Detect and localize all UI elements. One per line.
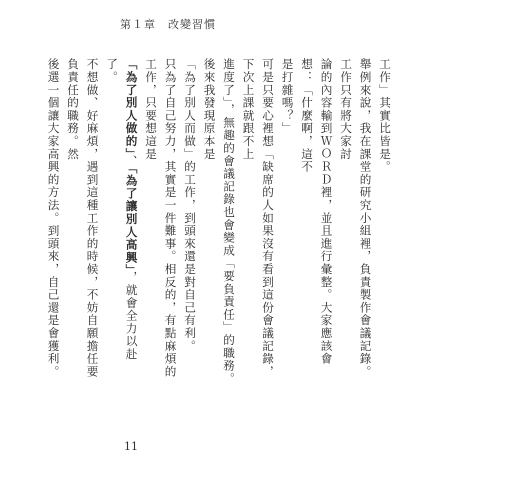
emphasis-text: 「為了讓別人高興」 bbox=[124, 167, 139, 272]
paragraph bbox=[277, 58, 375, 386]
text-line: 舉例來說，我在課堂的研究小組裡，負責製作會議記錄。工作只有將大家討 bbox=[339, 58, 373, 378]
emphasis-text: 「為了別人做的」 bbox=[124, 58, 139, 155]
paragraph bbox=[375, 58, 395, 386]
text-line: 工作」其實比皆是。 bbox=[378, 58, 392, 174]
text-segment: ，就會全力以赴了。 bbox=[105, 58, 139, 361]
paragraph bbox=[180, 58, 278, 386]
paragraph bbox=[102, 58, 180, 386]
text-line: 不想做、好麻煩，遇到這種工作的時候，不妨自願擔任要負責任的職務。然 bbox=[66, 58, 100, 378]
body-text bbox=[46, 58, 394, 386]
text-line: 論的內容輸到ＷＯＲＤ裡，並且進行彙整。大家應該會想：「什麼啊，這不 bbox=[300, 58, 334, 366]
paragraph bbox=[43, 58, 102, 386]
punctuation: 、 bbox=[124, 154, 139, 168]
text-line: 可是只要心裡想「缺席的人如果沒有看到這份會議記錄，下次上課就跟不上 bbox=[241, 58, 275, 378]
text-line: 「為了別人而做」的工作，到頭來還是對自己有利。 bbox=[183, 58, 197, 353]
text-line: 是打雜嗎？」 bbox=[280, 58, 295, 135]
text-line: 只為了自己努力，其實是一件難事。相反的，有點麻煩的工作，只要想這是 bbox=[144, 58, 178, 378]
text-line: 後選一個讓大家高興的方法。到頭來，自己還是會獲利。 bbox=[46, 58, 61, 378]
page-number: 11 bbox=[124, 440, 138, 453]
text-line: 進度了」，無趣的會議記錄也會變成「要負責任」的職務。後來我發現原本是 bbox=[202, 58, 236, 385]
chapter-header: 第１章 改變習慣 bbox=[120, 18, 216, 31]
